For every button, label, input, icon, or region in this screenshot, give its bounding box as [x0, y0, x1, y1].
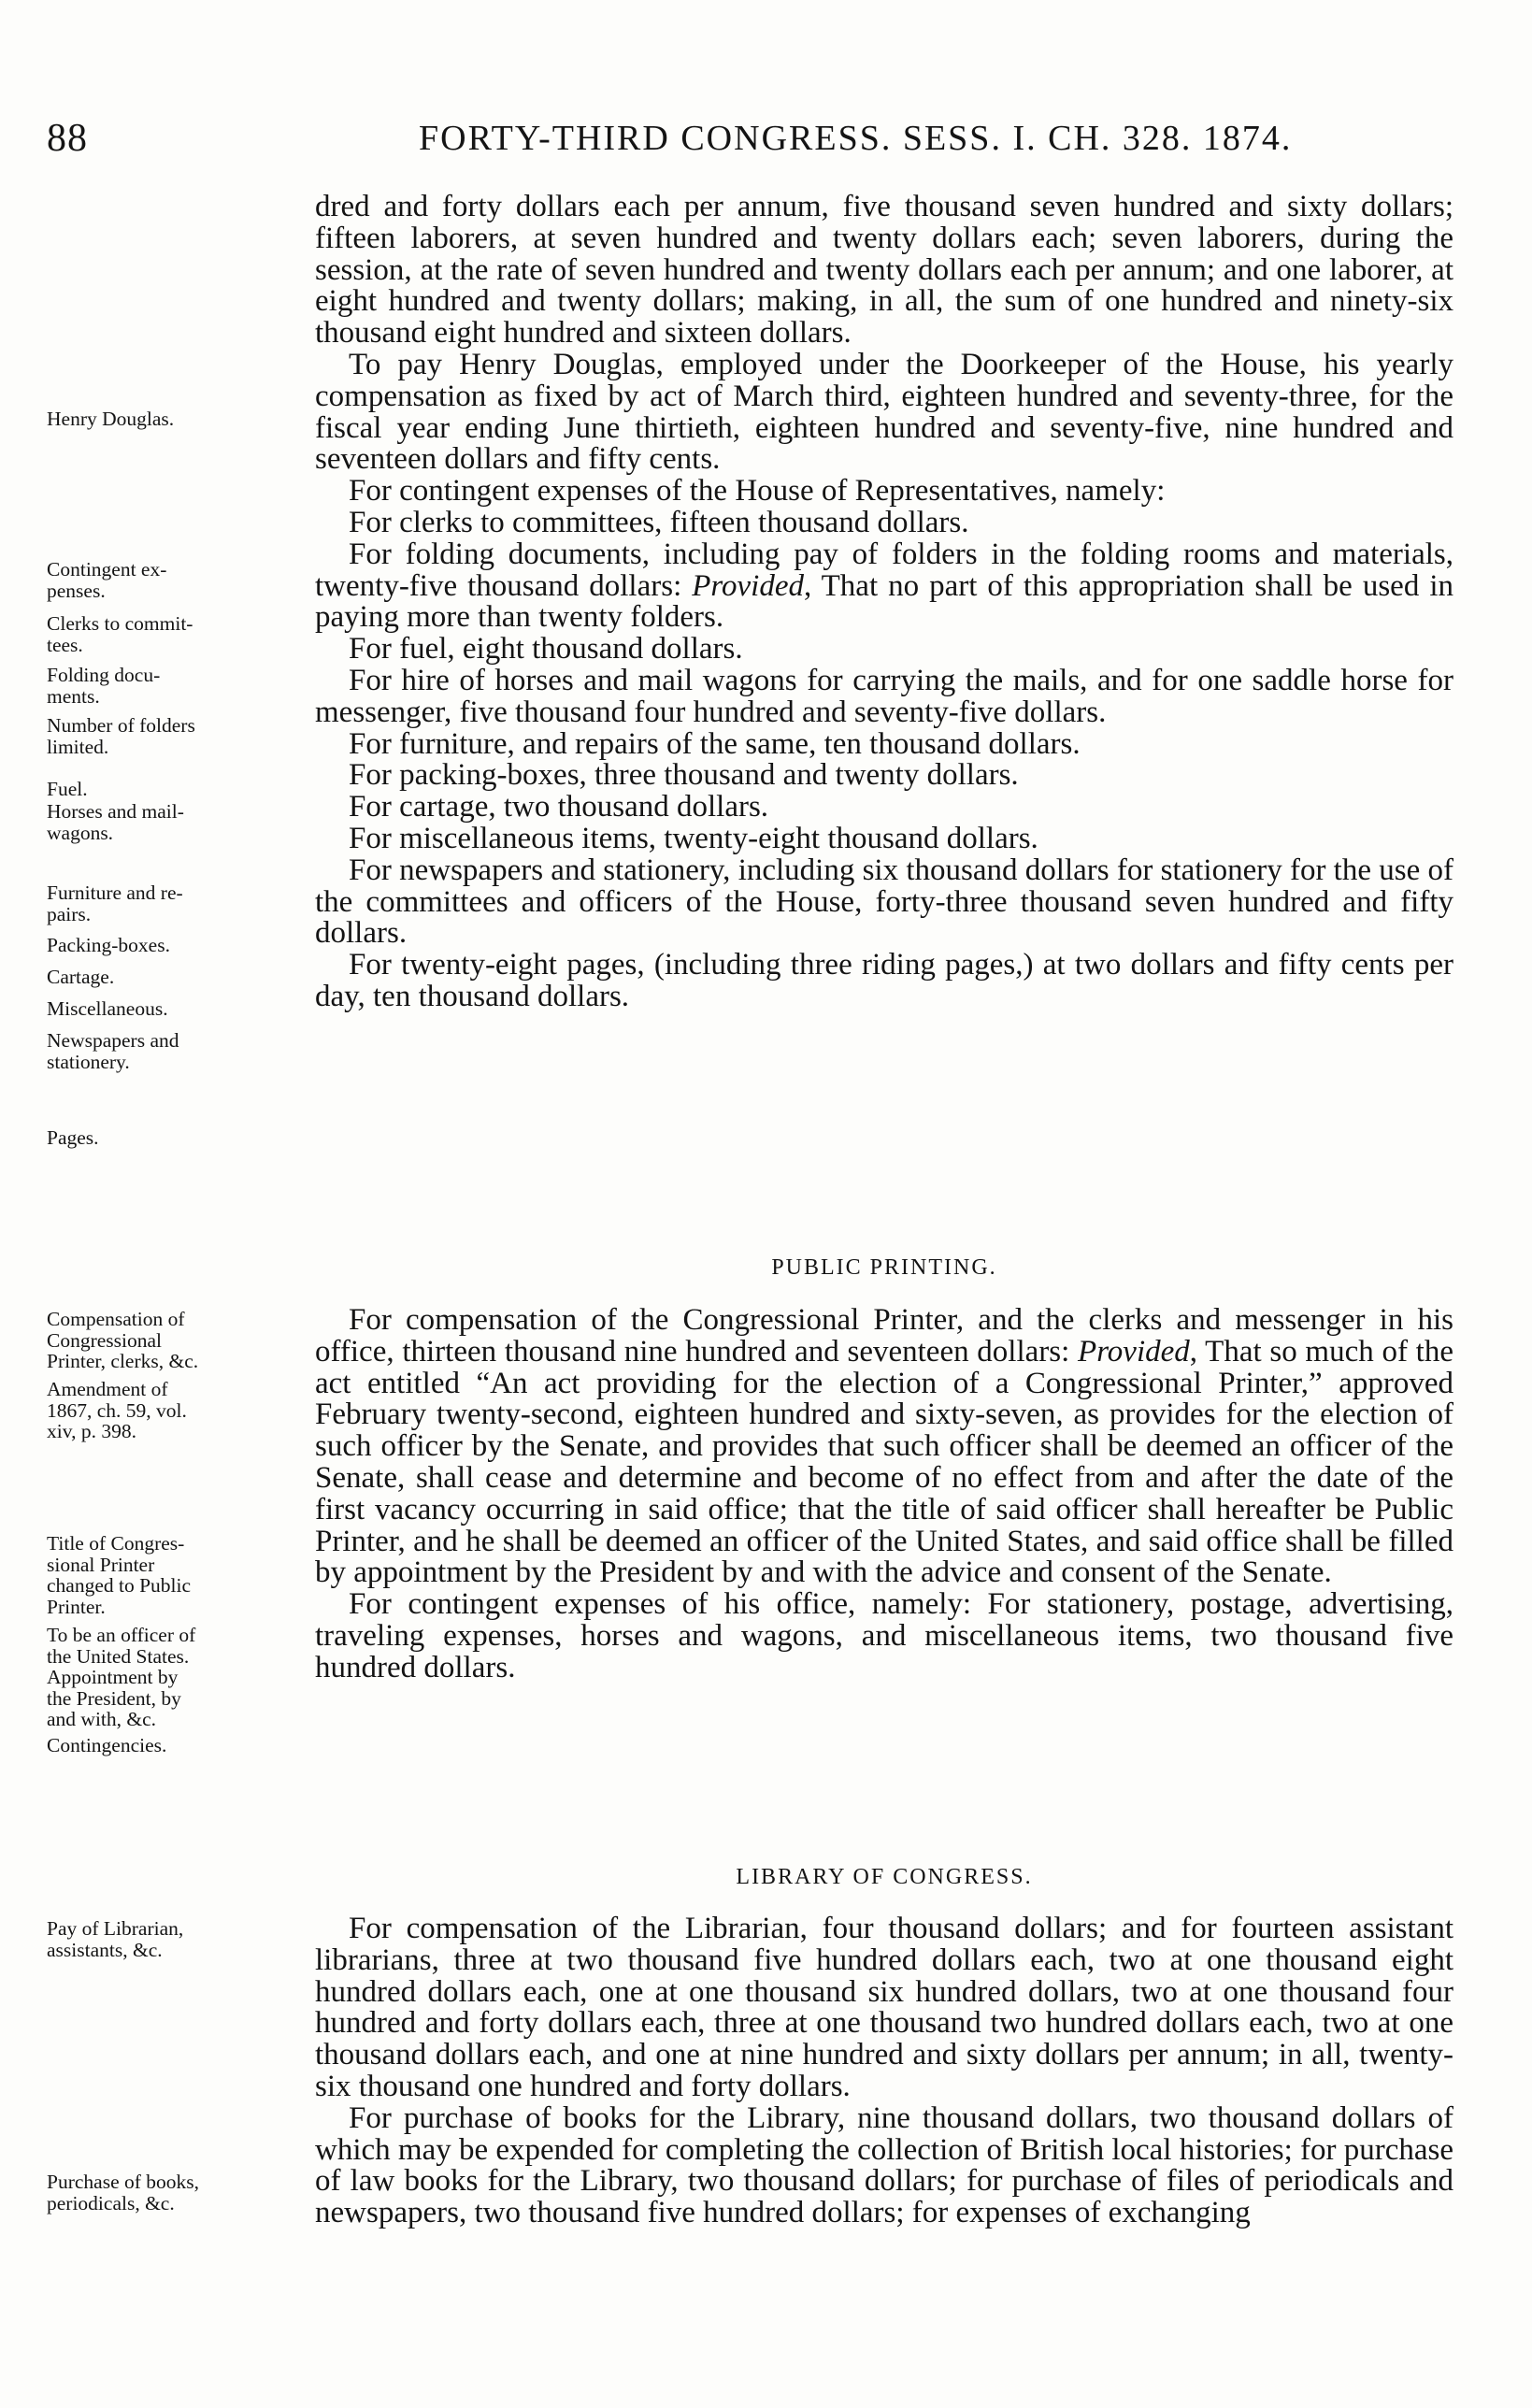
- margin-note-horses: Horses and mail- wagons.: [47, 800, 184, 844]
- paragraph-packing-boxes: For packing-boxes, three thousand and twenty dollars.: [349, 758, 1019, 793]
- paragraph-horses-and-mail-wagons: For hire of horses and mail wagons for carrying the mails, and for one saddle horse for messenger, five thousand four hundred and seventy-five dollars.: [315, 663, 1453, 729]
- page-number: 88: [47, 117, 88, 160]
- margin-note-compensation-printer: Compensation of Congressional Printer, clerks, &c.: [47, 1308, 199, 1372]
- margin-note-officer-of-us: To be an officer of the United States.: [47, 1624, 196, 1668]
- paragraph-miscellaneous: For miscellaneous items, twenty-eight thousand dollars.: [349, 821, 1038, 855]
- paragraph-pages: For twenty-eight pages, (including three riding pages,) at two dollars and fifty cents per day, ten thousand dollars.: [315, 948, 1453, 1013]
- margin-note-appointment: Appointment by the President, by and with, &c.: [47, 1666, 181, 1730]
- margin-note-purchase-of-books: Purchase of books, periodicals, &c.: [47, 2171, 200, 2214]
- paragraph-doorkeeper-employees: dred and forty dollars each per annum, five thousand seven hundred and sixty dollars; fifteen laborers, at seven hundred and twenty dollars each; seven laborers, during the session, at the rate of seven hundred and twenty dollars each per annum; and one laborer, at eight hundred and twenty dollars; making, in all, the sum of one hundred and ninety-six thousand eight hundred and sixteen dollars.: [315, 190, 1453, 351]
- heading-library-of-congress: LIBRARY OF CONGRESS.: [736, 1865, 1033, 1889]
- running-title: FORTY-THIRD CONGRESS. SESS. I. CH. 328. 1874.: [419, 119, 1293, 158]
- margin-note-clerks: Clerks to commit- tees.: [47, 612, 193, 656]
- margin-note-newspapers: Newspapers and stationery.: [47, 1029, 179, 1073]
- margin-note-number-of-folders: Number of folders limited.: [47, 714, 195, 758]
- margin-note-pay-of-librarian: Pay of Librarian, assistants, &c.: [47, 1917, 184, 1961]
- margin-note-henry-douglas: Henry Douglas.: [47, 408, 175, 430]
- paragraph-cartage: For cartage, two thousand dollars.: [349, 790, 769, 824]
- margin-note-miscellaneous: Miscellaneous.: [47, 997, 168, 1020]
- paragraph-printer-contingent: For contingent expenses of his office, namely: For stationery, postage, advertising, traveling expenses, horses and wagons, and miscellaneous items, two thousand five hundred dollars.: [315, 1587, 1453, 1684]
- paragraph-librarian-pay: For compensation of the Librarian, four thousand dollars; and for fourteen assistant librarians, three at two thousand five hundred dollars each, two at one thousand eight hundred dollars each, one at one thousand six hundred dollars, two at one thousand four hundred and forty dollars each, three at one thousand two hundred dollars each, two at one thousand dollars each, and one at nine hundred and sixty dollars per annum; in all, twenty-six thousand one hundred and forty dollars.: [315, 1912, 1453, 2103]
- margin-note-cartage: Cartage.: [47, 966, 115, 988]
- paragraph-folding-documents: For folding documents, including pay of folders in the folding rooms and materials, twenty-five thousand dollars: Provided, That no part of this appropriation shall be used in paying more than twenty folders.: [315, 537, 1453, 635]
- heading-public-printing: PUBLIC PRINTING.: [771, 1255, 997, 1280]
- margin-note-furniture: Furniture and re- pairs.: [47, 882, 183, 925]
- page-header: [47, 110, 1496, 166]
- margin-note-pages: Pages.: [47, 1126, 99, 1149]
- paragraph-purchase-of-books: For purchase of books for the Library, nine thousand dollars, two thousand dollars of which may be expended for completing the collection of British local histories; for purchase of law books for the Library, two thousand dollars; for purchase of files of periodicals and newspapers, two thousand five hundred dollars; for expenses of exchanging: [315, 2100, 1453, 2230]
- library-text: [315, 1914, 1453, 2229]
- paragraph-newspapers-stationery: For newspapers and stationery, including six thousand dollars for stationery for the use of the committees and officers of the House, forty-three thousand seven hundred and fifty dollars.: [315, 853, 1453, 951]
- paragraph-fuel: For fuel, eight thousand dollars.: [349, 632, 743, 666]
- margin-note-amendment: Amendment of 1867, ch. 59, vol. xiv, p. 398.: [47, 1378, 187, 1442]
- paragraph-contingent-expenses: For contingent expenses of the House of Representatives, namely:: [349, 474, 1166, 509]
- paragraph-clerks-to-committees: For clerks to committees, fifteen thousand dollars.: [349, 505, 969, 539]
- margin-note-fuel: Fuel.: [47, 778, 88, 800]
- margin-note-folding-documents: Folding docu- ments.: [47, 664, 161, 708]
- margin-note-title-changed: Title of Congres- sional Printer changed to Public Printer.: [47, 1532, 192, 1618]
- margin-note-contingent-expenses: Contingent ex- penses.: [47, 558, 167, 602]
- margin-note-contingencies: Contingencies.: [47, 1734, 167, 1756]
- paragraph-congressional-printer: For compensation of the Congressional Printer, and the clerks and messenger in his office, thirteen thousand nine hundred and seventeen dollars: Provided, That so much of the act entitled “An act providing for the election of a Congressional Printer,” approved February twenty-second, eighteen hundred and sixty-seven, as provides for the election of such officer by the Senate, and provides that such officer shall be deemed an officer of the Senate, shall cease and determine and become of no effect from and after the date of the first vacancy occurring in said office; that the title of said officer shall hereafter be Public Printer, and he shall be deemed an officer of the United States, and said office shall be filled by appointment by the President by and with the advice and consent of the Senate.: [315, 1303, 1453, 1590]
- margin-note-packing-boxes: Packing-boxes.: [47, 934, 170, 956]
- house-appropriations-text: [315, 192, 1453, 1013]
- paragraph-henry-douglas: To pay Henry Douglas, employed under the Doorkeeper of the House, his yearly compensation as fixed by act of March third, eighteen hundred and seventy-three, for the fiscal year ending June thirtieth, eighteen hundred and seventy-five, nine hundred and seventeen dollars and fifty cents.: [315, 347, 1453, 477]
- paragraph-furniture: For furniture, and repairs of the same, ten thousand dollars.: [349, 726, 1081, 761]
- public-printing-text: [315, 1305, 1453, 1684]
